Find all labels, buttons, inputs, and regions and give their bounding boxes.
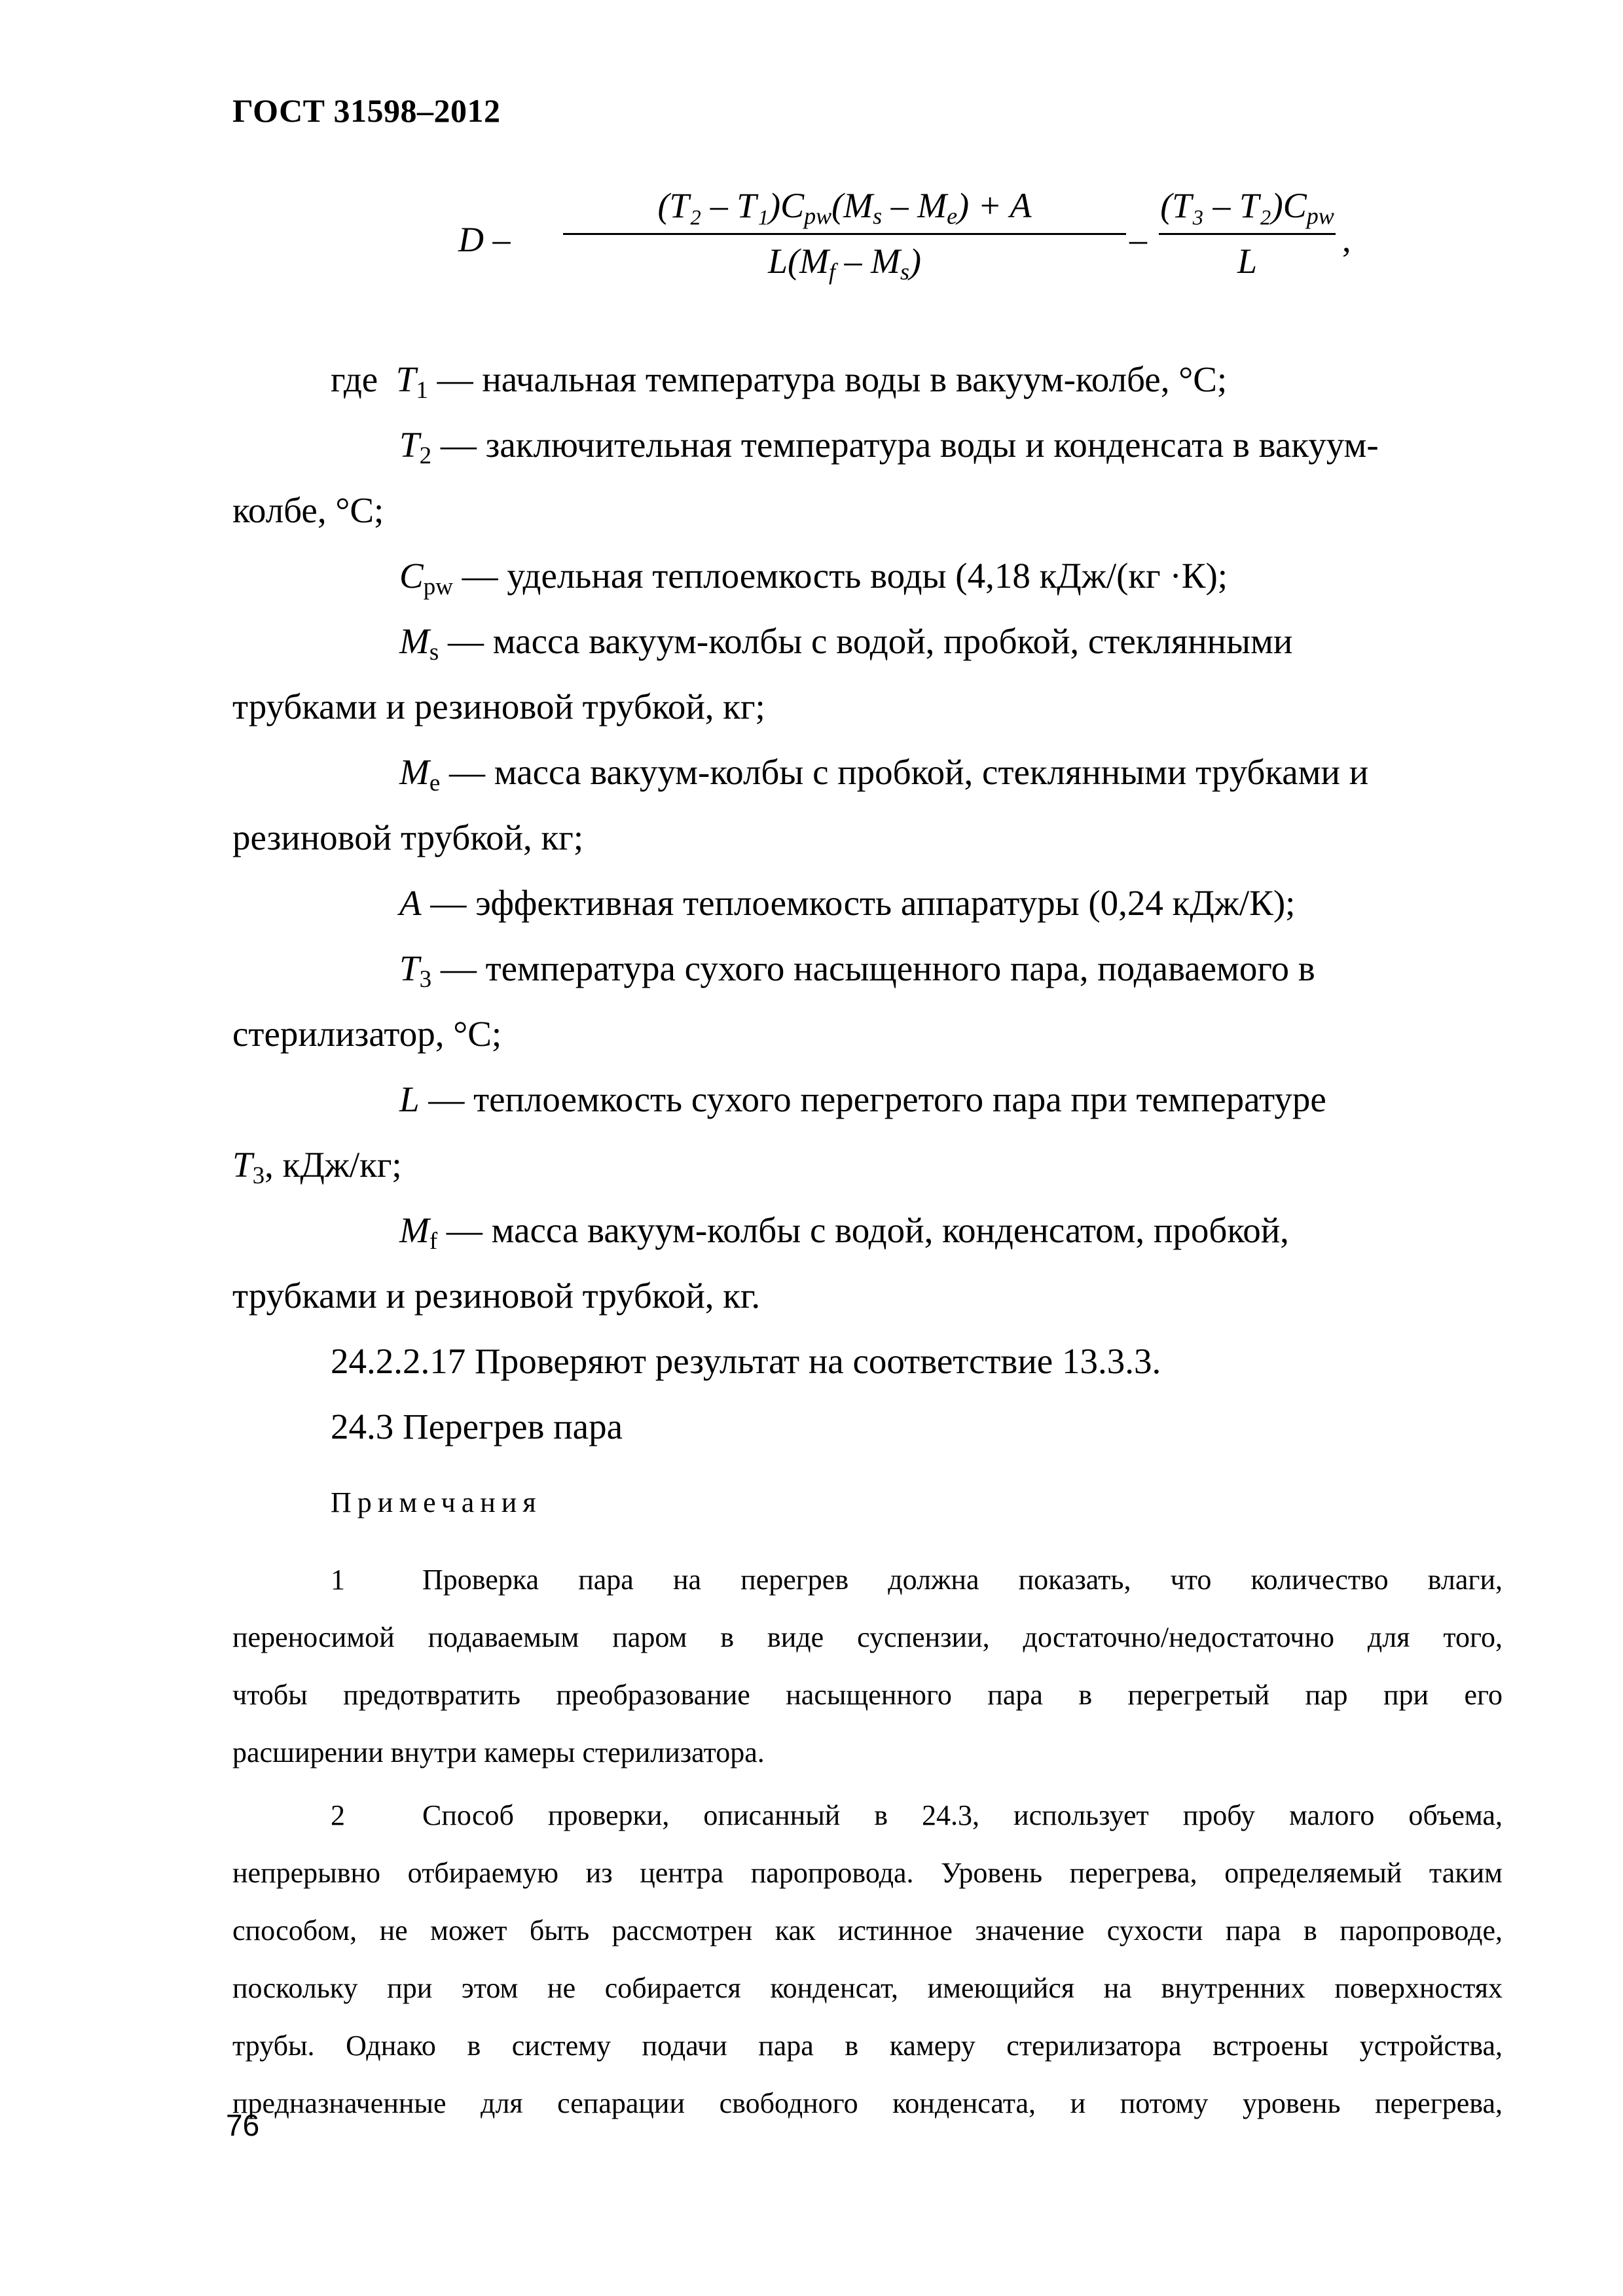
- fraction-1-denominator: $L(M_f - M_s)$: [768, 242, 921, 285]
- fraction-2-denominator: L: [1237, 242, 1258, 281]
- formula-minus: –: [1129, 220, 1147, 259]
- paragraph-24-2-2-17: 24.2.2.17 Проверяют результат на соответствие 13.3.3.: [331, 1341, 1161, 1381]
- definition-t3: $T_3$ — температура сухого насыщенного пара, подаваемого в: [399, 948, 1315, 993]
- note-1-line-3: чтобы предотвратить преобразование насыщенного пара в перегретый пар при его: [232, 1679, 1503, 1711]
- definition-mf: $M_f$ — масса вакуум-колбы с водой, конденсатом, пробкой,: [399, 1210, 1289, 1255]
- note-2-line-5: трубы. Однако в систему подачи пара в камеру стерилизатора встроены устройства,: [232, 2030, 1503, 2062]
- notes-title: Примечания: [331, 1486, 542, 1518]
- definition-l: L — теплоемкость сухого перегретого пара при температуре: [399, 1079, 1326, 1119]
- note-2-line-2: непрерывно отбираемую из центра паропровода. Уровень перегрева, определяемый таким: [232, 1857, 1503, 1889]
- note-1-line-4: расширении внутри камеры стерилизатора.: [232, 1736, 765, 1768]
- definition-ms: $M_s$ — масса вакуум-колбы с водой, пробкой, стеклянными: [399, 621, 1293, 666]
- section-heading-24-3: 24.3 Перегрев пара: [331, 1407, 623, 1446]
- note-2-line-3: способом, не может быть рассмотрен как истинное значение сухости пара в паропроводе,: [232, 1914, 1503, 1946]
- definition-mf-cont: трубками и резиновой трубкой, кг.: [232, 1276, 761, 1316]
- formula-comma: ,: [1342, 220, 1351, 259]
- note-1-line-1: 1 Проверка пара на перегрев должна показать, что количество влаги,: [331, 1564, 1503, 1596]
- fraction-1-bar: [563, 233, 1126, 235]
- definition-a: A — эффективная теплоемкость аппаратуры (0,24 кДж/К);: [399, 883, 1296, 923]
- note-2-line-1: 2 Способ проверки, описанный в 24.3, использует пробу малого объема,: [331, 1799, 1503, 1831]
- fraction-2-numerator: $(T_3 - T_2)C_{pw}$: [1160, 186, 1334, 229]
- note-2: [232, 1787, 1503, 2132]
- formula-lhs: D –: [458, 220, 511, 259]
- page-number: 76: [226, 2108, 260, 2142]
- fraction-1-numerator: $(T_2 - T_1)C_{pw}(M_s - M_e) + A$: [657, 186, 1032, 229]
- definition-t3-cont: стерилизатор, °С;: [232, 1014, 502, 1054]
- formula-fraction-2: [1159, 183, 1336, 283]
- definition-t2-cont: колбе, °С;: [232, 490, 384, 530]
- formula: [458, 183, 1351, 314]
- note-1-line-2: переносимой подаваемым паром в виде суспензии, достаточно/недостаточно для того,: [232, 1621, 1503, 1653]
- definition-me-cont: резиновой трубкой, кг;: [232, 817, 584, 857]
- definition-ms-cont: трубками и резиновой трубкой, кг;: [232, 687, 765, 726]
- note-1: [232, 1551, 1503, 1782]
- definition-t2: $T_2$ — заключительная температура воды и конденсата в вакуум-: [399, 425, 1379, 469]
- fraction-2-bar: [1159, 233, 1336, 235]
- note-2-line-4: поскольку при этом не собирается конденсат, имеющийся на внутренних поверхностях: [232, 1972, 1503, 2004]
- definition-t1: где $T_1$ — начальная температура воды в вакуум-колбе, °С;: [331, 359, 1228, 404]
- document-header: ГОСТ 31598–2012: [232, 92, 501, 129]
- note-2-line-6: предназначенные для сепарации свободного конденсата, и потому уровень перегрева,: [232, 2087, 1503, 2119]
- definition-cpw: $C_{pw}$ — удельная теплоемкость воды (4,18 кДж/(кг ·К);: [399, 556, 1228, 600]
- formula-fraction-1: [563, 183, 1126, 283]
- definition-l-cont: $T_3$, кДж/кг;: [232, 1145, 402, 1189]
- definition-me: $M_e$ — масса вакуум-колбы с пробкой, стеклянными трубками и: [399, 752, 1369, 797]
